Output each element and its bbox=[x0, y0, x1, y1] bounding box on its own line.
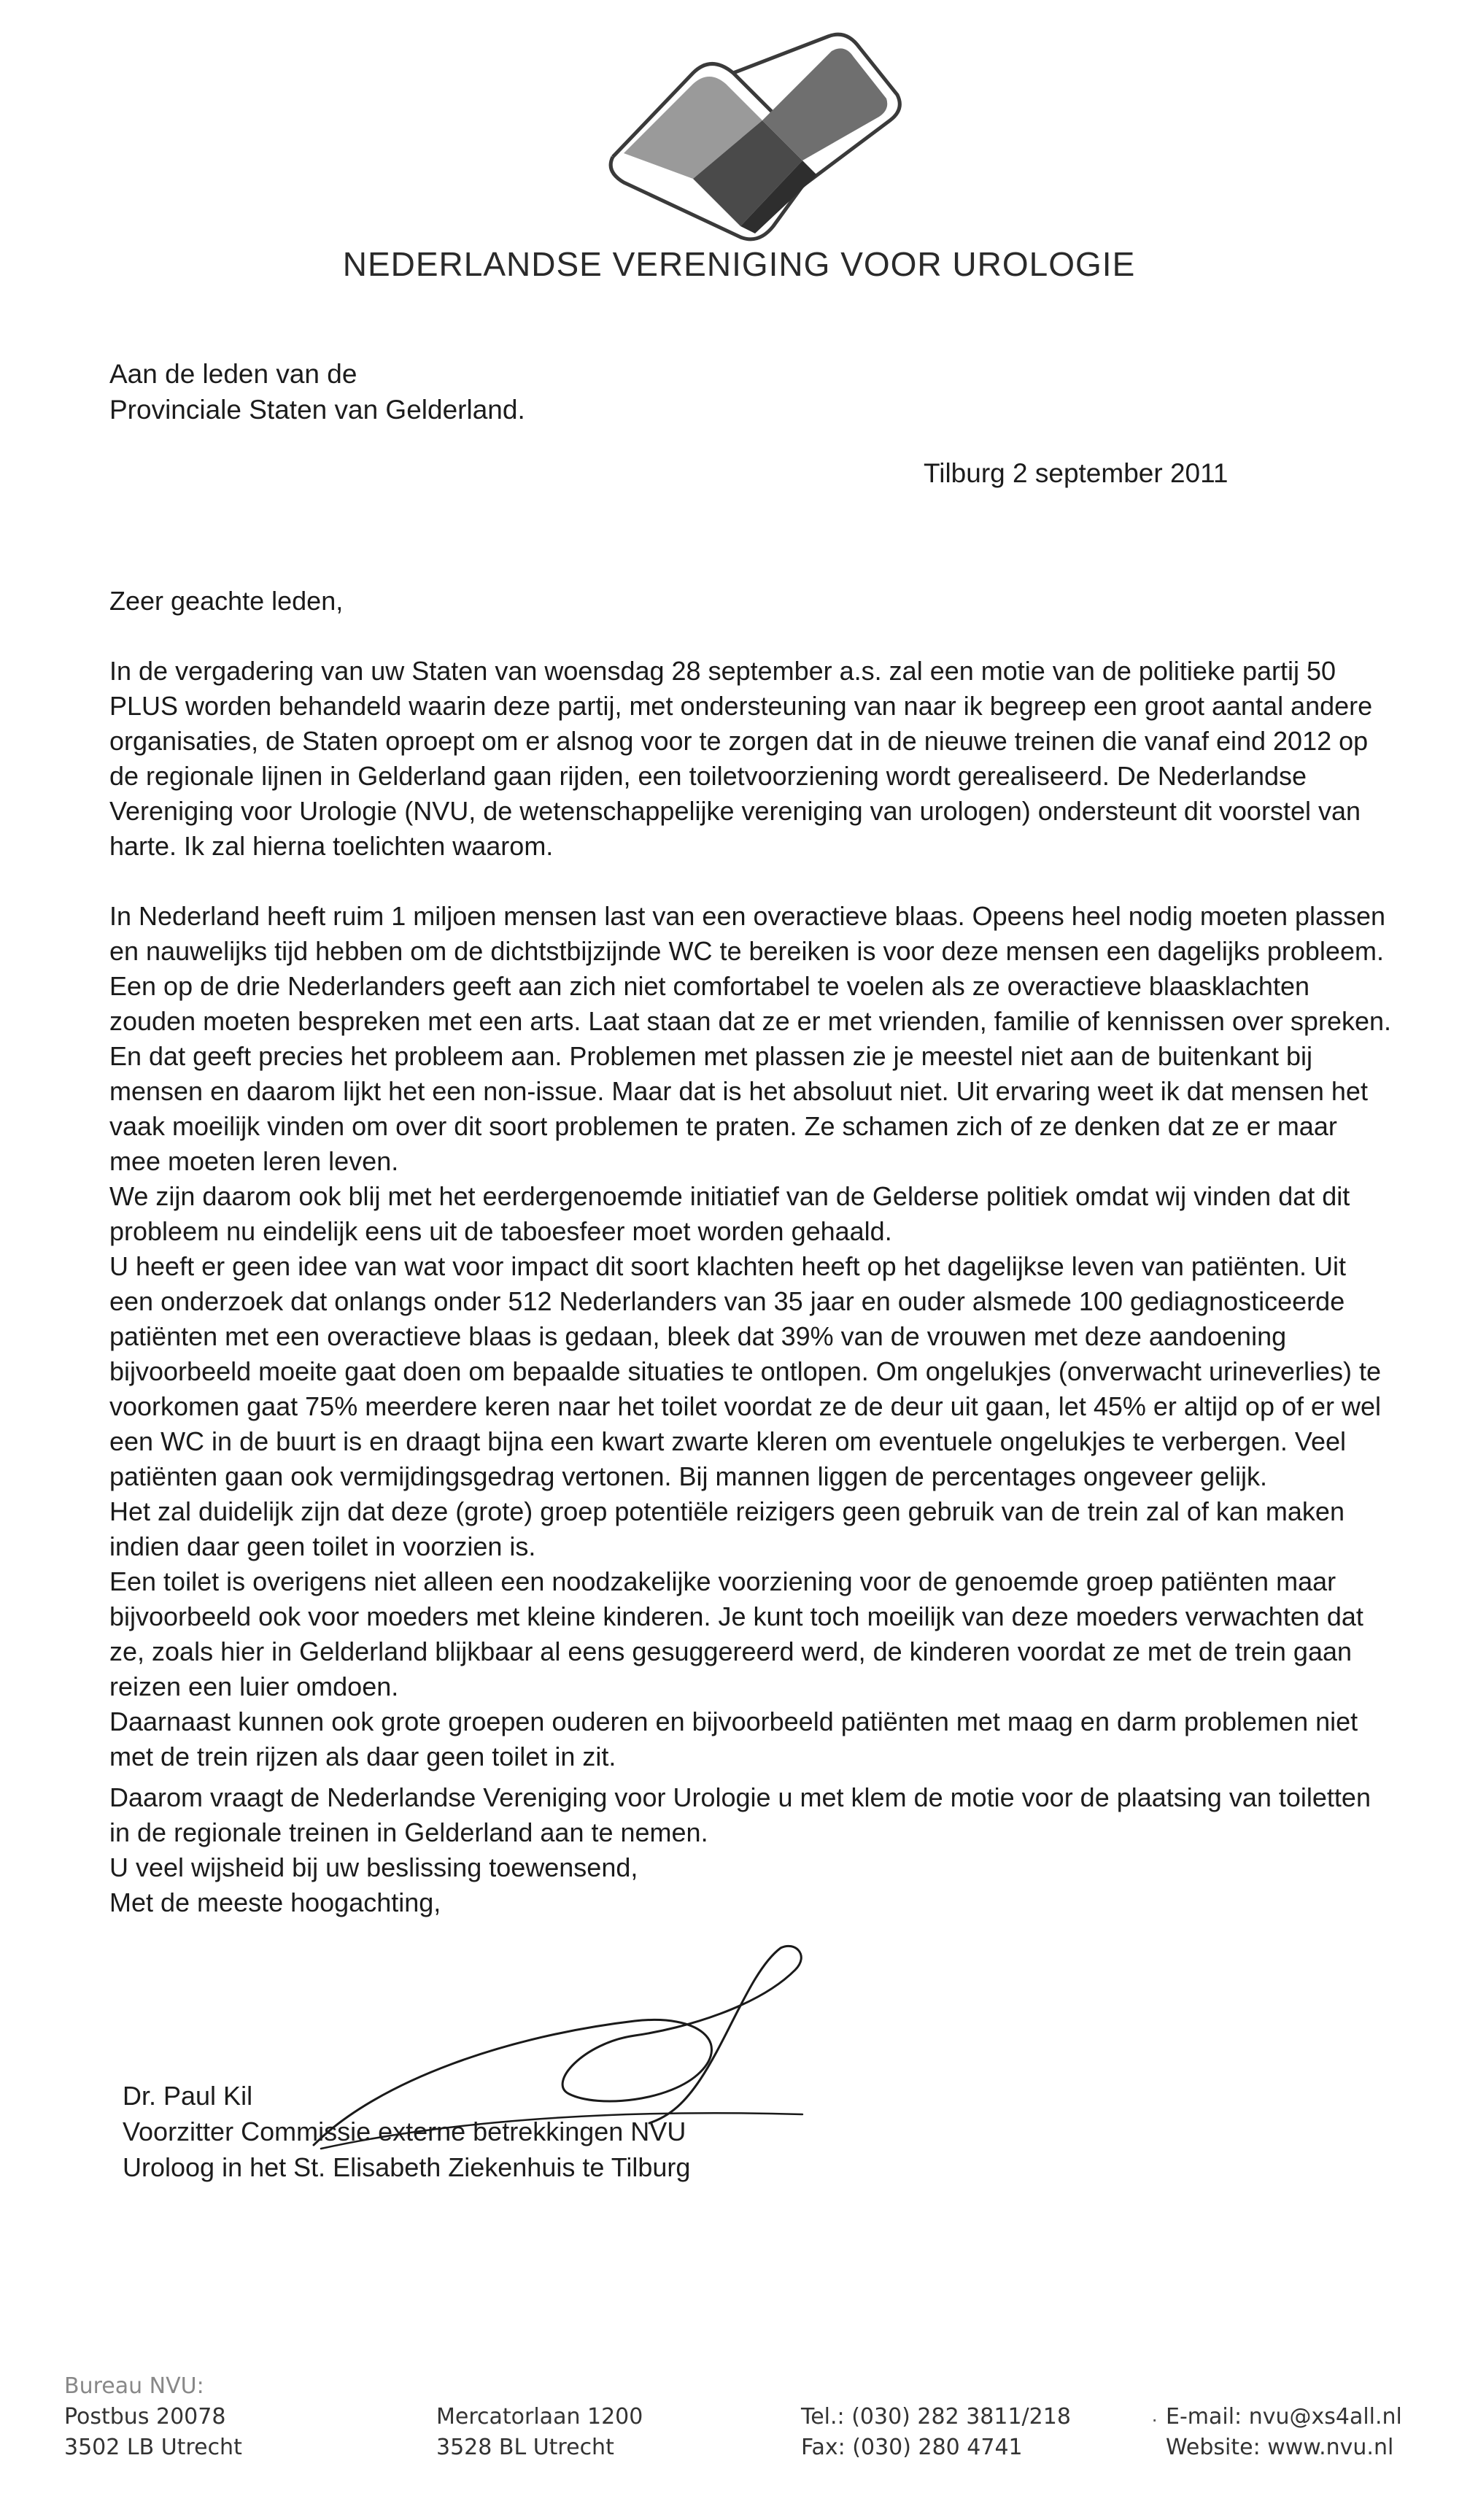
footer-phone bbox=[801, 2402, 1071, 2463]
footer-street: Mercatorlaan 1200 bbox=[436, 2404, 643, 2430]
addressee-line-1: Aan de leden van de bbox=[109, 359, 357, 389]
paragraph: Daarnaast kunnen ook grote groepen ouderen en bijvoorbeeld patiënten met maag en darm problemen niet met de trein rijzen als daar geen toilet in zit. bbox=[109, 1707, 1358, 1771]
footer-fax: Fax: (030) 280 4741 bbox=[801, 2435, 1023, 2460]
footer-tel: Tel.: (030) 282 3811/218 bbox=[801, 2404, 1071, 2430]
letter-body bbox=[109, 584, 1393, 1774]
footer-postcode: 3502 LB Utrecht bbox=[64, 2435, 242, 2460]
footer-bureau bbox=[64, 2371, 242, 2463]
closing-regards: Met de meeste hoogachting, bbox=[109, 1887, 441, 1917]
paragraph: In Nederland heeft ruim 1 miljoen mensen last van een overactieve blaas. Opeens heel nodig moeten plassen en nauwelijks tijd hebben om de dichtstbijzijnde WC te bereiken is voor deze mensen een dagelijks probleem. bbox=[109, 901, 1386, 966]
closing-request: Daarom vraagt de Nederlandse Vereniging voor Urologie u met klem de motie voor de plaatsing van toiletten in de regionale treinen in Gelderland aan te nemen. bbox=[109, 1782, 1371, 1847]
footer-email[interactable]: E-mail: nvu@xs4all.nl bbox=[1166, 2404, 1402, 2430]
footer-street-postcode: 3528 BL Utrecht bbox=[436, 2435, 614, 2460]
signer-block bbox=[123, 2078, 690, 2185]
footer-website[interactable]: Website: www.nvu.nl bbox=[1166, 2435, 1394, 2460]
addressee-block bbox=[109, 356, 525, 428]
paragraph: We zijn daarom ook blij met het eerdergenoemde initiatief van de Gelderse politiek omdat wij vinden dat dit probleem nu eindelijk eens uit de taboesfeer moet worden gehaald. bbox=[109, 1181, 1350, 1246]
signer-name: Dr. Paul Kil bbox=[123, 2081, 253, 2111]
letter-date: Tilburg 2 september 2011 bbox=[924, 458, 1229, 488]
signer-role: Voorzitter Commissie externe betrekkingen NVU bbox=[123, 2117, 686, 2146]
paragraph: Een toilet is overigens niet alleen een noodzakelijke voorziening voor de genoemde groep patiënten maar bijvoorbeeld ook voor moeders met kleine kinderen. Je kunt toch moeilijk van deze moeders verwachten dat ze, zoals hier in Gelderland blijkbaar al eens gesuggereerd werd, de kinderen voordat ze met de trein gaan reizen een luier omdoen. bbox=[109, 1566, 1363, 1701]
paragraph: In de vergadering van uw Staten van woensdag 28 september a.s. zal een motie van de politieke partij 50 PLUS worden behandeld waarin deze partij, met ondersteuning van naar ik begreep een groot aantal andere organisaties, de Staten oproept om er alsnog voor te zorgen dat in de nieuwe treinen die vanaf eind 2012 op de regionale lijnen in Gelderland gaan rijden, een toiletvoorziening wordt gerealiseerd. De Nederlandse Vereniging voor Urologie (NVU, de wetenschappelijke vereniging van urologen) ondersteunt dit voorstel van harte. Ik zal hierna toelichten waarom. bbox=[109, 656, 1373, 861]
signer-position: Uroloog in het St. Elisabeth Ziekenhuis te Tilburg bbox=[123, 2152, 691, 2182]
footer-postbus: Postbus 20078 bbox=[64, 2404, 226, 2430]
closing-block bbox=[109, 1780, 1393, 1920]
paragraph: Een op de drie Nederlanders geeft aan zich niet comfortabel te voelen als ze overactieve blaasklachten zouden moeten bespreken met een arts. Laat staan dat ze er met vrienden, familie of kennissen over spreken. En dat geeft precies het probleem aan. Problemen met plassen zie je meestel niet aan de buitenkant bij mensen en daarom lijkt het een non-issue. Maar dat is het absoluut niet. Uit ervaring weet ik dat mensen het vaak moeilijk vinden om over dit soort problemen te praten. Ze schamen zich of ze denken dat ze er maar mee moeten leren leven. bbox=[109, 971, 1392, 1176]
footer-contact bbox=[1166, 2402, 1402, 2463]
footer-bullet: · bbox=[1151, 2408, 1158, 2430]
paragraph: Het zal duidelijk zijn dat deze (grote) groep potentiële reizigers geen gebruik van de trein zal of kan maken indien daar geen toilet in voorzien is. bbox=[109, 1496, 1344, 1561]
footer-address bbox=[436, 2402, 643, 2463]
nvu-logo bbox=[584, 29, 905, 248]
footer-bureau-label: Bureau NVU: bbox=[64, 2373, 204, 2399]
organization-name: NEDERLANDSE VERENIGING VOOR UROLOGIE bbox=[342, 245, 1136, 283]
salutation: Zeer geachte leden, bbox=[109, 586, 344, 616]
addressee-line-2: Provinciale Staten van Gelderland. bbox=[109, 395, 525, 425]
paragraph: U heeft er geen idee van wat voor impact dit soort klachten heeft op het dagelijkse leven van patiënten. Uit een onderzoek dat onlangs onder 512 Nederlanders van 35 jaar en ouder alsmede 100 gediagnosticeerde patiënten met een overactieve blaas is gedaan, bleek dat 39% van de vrouwen met deze aandoening bijvoorbeeld moeite gaat doen om bepaalde situaties te ontlopen. Om ongelukjes (onverwacht urineverlies) te voorkomen gaat 75% meerdere keren naar het toilet voordat ze de deur uit gaan, let 45% er altijd op of er wel een WC in de buurt is en draagt bijna een kwart zwarte kleren om eventuele ongelukjes te verbergen. Veel patiënten gaan ook vermijdingsgedrag vertonen. Bij mannen liggen de percentages ongeveer gelijk. bbox=[109, 1251, 1382, 1491]
closing-wish: U veel wijsheid bij uw beslissing toewensend, bbox=[109, 1852, 638, 1882]
